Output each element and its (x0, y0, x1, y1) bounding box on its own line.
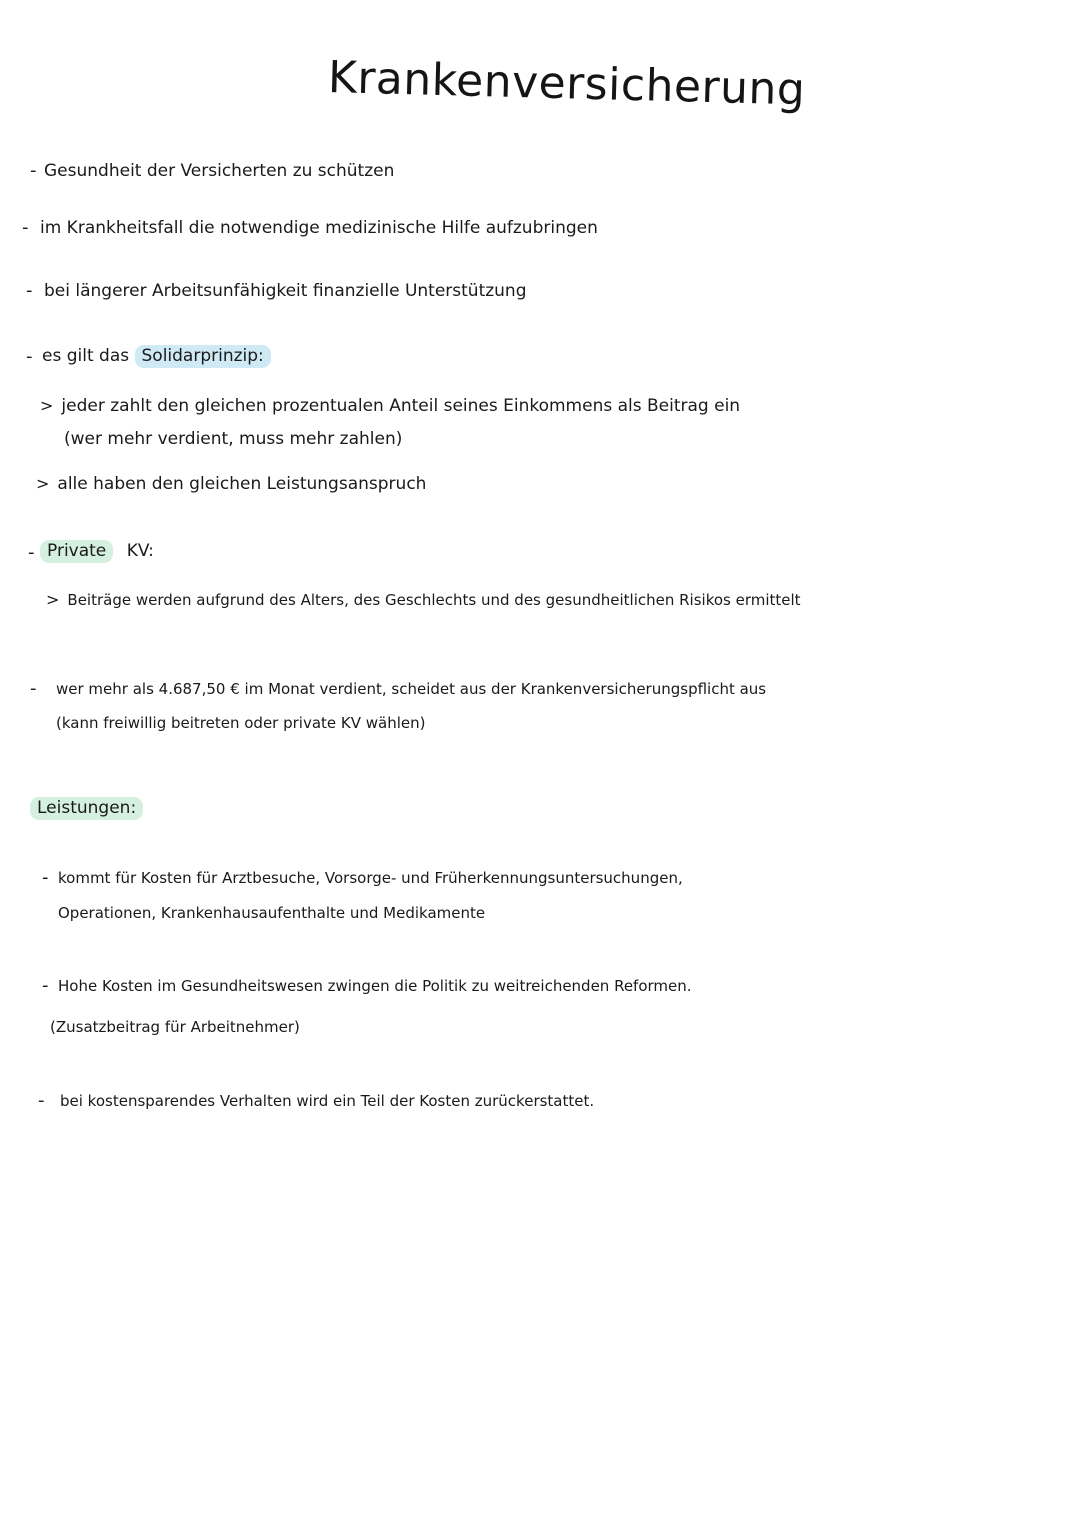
sub-bullet-text: alle haben den gleichen Leistungsanspruch (57, 474, 427, 494)
bullet-text: es gilt das (42, 346, 130, 366)
bullet-dash: - (28, 542, 35, 563)
bullet-text: wer mehr als 4.687,50 € im Monat verdient, scheidet aus der Krankenversicherungspflicht aus (56, 680, 767, 698)
bullet-dash: - (38, 1090, 45, 1111)
bullet-continuation: Operationen, Krankenhausaufenthalte und Medikamente (58, 904, 486, 922)
bullet-text: kommt für Kosten für Arztbesuche, Vorsorge- und Früherkennungsuntersuchungen, (58, 869, 683, 887)
sub-bullet (46, 590, 801, 609)
solidarprinzip-line (42, 346, 271, 366)
page-title: Krankenversicherung (327, 52, 806, 116)
highlight-solidarprinzip: Solidarprinzip: (135, 345, 271, 368)
bullet-dash: - (42, 867, 49, 888)
sub-bullet-text: jeder zahlt den gleichen prozentualen Anteil seines Einkommens als Beitrag ein (61, 396, 741, 416)
chevron-right-icon: > (46, 590, 60, 609)
bullet-dash: - (30, 678, 37, 699)
bullet-dash: - (22, 217, 29, 238)
bullet-text: Hohe Kosten im Gesundheitswesen zwingen die Politik zu weitreichenden Reformen. (58, 977, 692, 995)
chevron-right-icon: > (36, 474, 50, 493)
bullet-dash: - (42, 975, 49, 996)
bullet-dash: - (30, 160, 37, 181)
bullet-text: Gesundheit der Versicherten zu schützen (44, 161, 395, 181)
bullet-text: im Krankheitsfall die notwendige medizinische Hilfe aufzubringen (40, 218, 598, 238)
highlight-leistungen: Leistungen: (30, 797, 143, 820)
leistungen-heading-wrap (30, 798, 143, 818)
chevron-right-icon: > (40, 396, 54, 415)
bullet-text: bei kostensparendes Verhalten wird ein Teil der Kosten zurückerstattet. (60, 1092, 595, 1110)
highlight-private: Private (40, 540, 113, 563)
private-kv-line (40, 541, 154, 561)
bullet-dash: - (26, 346, 33, 367)
bullet-text: bei längerer Arbeitsunfähigkeit finanzielle Unterstützung (44, 281, 527, 301)
sub-bullet (36, 474, 426, 494)
bullet-continuation: (kann freiwillig beitreten oder private KV wählen) (56, 714, 426, 732)
sub-bullet-continuation: (wer mehr verdient, muss mehr zahlen) (64, 429, 403, 449)
bullet-continuation: (Zusatzbeitrag für Arbeitnehmer) (50, 1018, 300, 1036)
bullet-dash: - (26, 280, 33, 301)
sub-bullet-text: Beiträge werden aufgrund des Alters, des Geschlechts und des gesundheitlichen Risikos ermittelt (67, 591, 801, 609)
sub-bullet (40, 396, 740, 416)
bullet-text: KV: (126, 541, 154, 561)
